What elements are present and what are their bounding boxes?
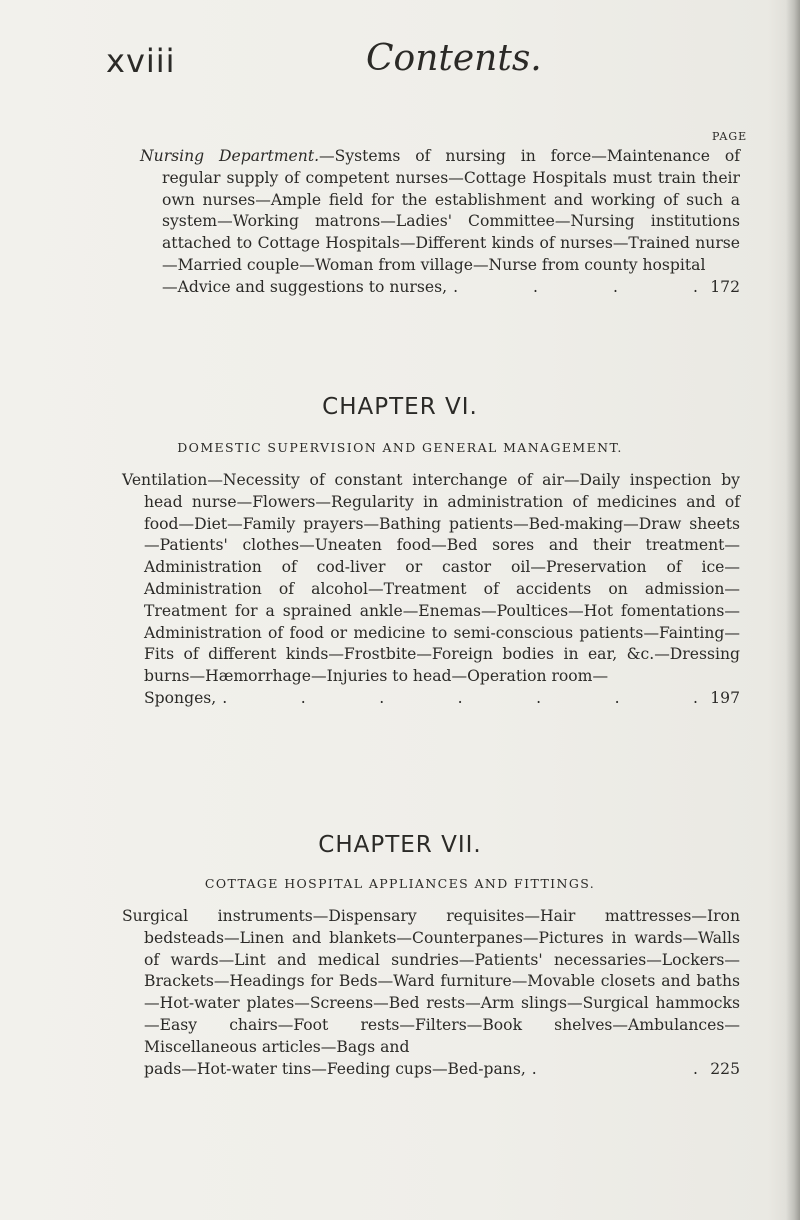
chapter-heading: CHAPTER VII. <box>318 832 482 858</box>
entry-page-number: 197 <box>710 688 740 707</box>
dot-leaders: . . . . <box>453 277 698 296</box>
chapter-heading: CHAPTER VI. <box>322 394 478 420</box>
page-folio: xviii <box>106 42 176 80</box>
entry-lead: Nursing Department. <box>140 147 320 165</box>
chapter-subtitle: DOMESTIC SUPERVISION AND GENERAL MANAGEMENT. <box>177 440 623 455</box>
page-column-label: PAGE <box>712 130 748 143</box>
dot-leaders: . . <box>531 1059 698 1078</box>
entry-last-text: pads—Hot-water tins—Feeding cups—Bed-pans, <box>144 1059 526 1078</box>
running-head <box>106 38 666 102</box>
entry-last-line <box>122 1059 740 1081</box>
running-title: Contents. <box>366 38 542 79</box>
dot-leaders: . . . . . . . <box>222 688 698 707</box>
entry-last-line <box>140 277 740 299</box>
toc-entry-chapter-7 <box>122 906 740 1080</box>
entry-page-number: 225 <box>710 1059 740 1078</box>
entry-body: —Systems of nursing in force—Maintenance of regular supply of competent nurses—Cottage Hospitals must train their own nurses—Ample field for the establishment and working of such a system—Working matrons—Ladies' Committee—Nursing institutions attached to Cottage Hospitals—Different kinds of nurses—Trained nurse—Married couple—Woman from village—Nurse from county hospital <box>162 147 740 274</box>
entry-page-number: 172 <box>710 277 740 296</box>
entry-body: Ventilation—Necessity of constant interchange of air—Daily inspection by head nurse—Flowers—Regularity in administration of medicines and of food—Diet—Family prayers—Bathing patients—Bed-making—Draw sheets—Patients' clothes—Uneaten food—Bed sores and their treatment—Administration of cod-liver or castor oil—Preservation of ice—Administration of alcohol—Treatment of accidents on admission—Treatment for a sprained ankle—Enemas—Poultices—Hot fomentations—Administration of food or medicine to semi-conscious patients—Fainting—Fits of different kinds—Frostbite—Foreign bodies in ear, &c.—Dressing burns—Hæmorrhage—Injuries to head—Operation room— <box>122 471 740 686</box>
entry-text <box>122 906 740 1059</box>
toc-entry-nursing-department <box>140 146 740 299</box>
chapter-subtitle: COTTAGE HOSPITAL APPLIANCES AND FITTINGS. <box>204 876 596 891</box>
toc-entry-chapter-6 <box>122 470 740 710</box>
entry-last-line <box>122 688 740 710</box>
entry-text <box>140 146 740 277</box>
entry-last-text: Sponges, <box>144 688 217 707</box>
entry-text <box>122 470 740 688</box>
entry-last-text: —Advice and suggestions to nurses, <box>162 277 448 296</box>
page-edge-shadow <box>786 0 800 1220</box>
entry-body: Surgical instruments—Dispensary requisites—Hair mattresses—Iron bedsteads—Linen and blankets—Counterpanes—Pictures in wards—Walls of wards—Lint and medical sundries—Patients' necessaries—Lockers—Brackets—Headings for Beds—Ward furniture—Movable closets and baths—Hot-water plates—Screens—Bed rests—Arm slings—Surgical hammocks—Easy chairs—Foot rests—Filters—Book shelves—Ambulances—Miscellaneous articles—Bags and <box>122 907 740 1056</box>
